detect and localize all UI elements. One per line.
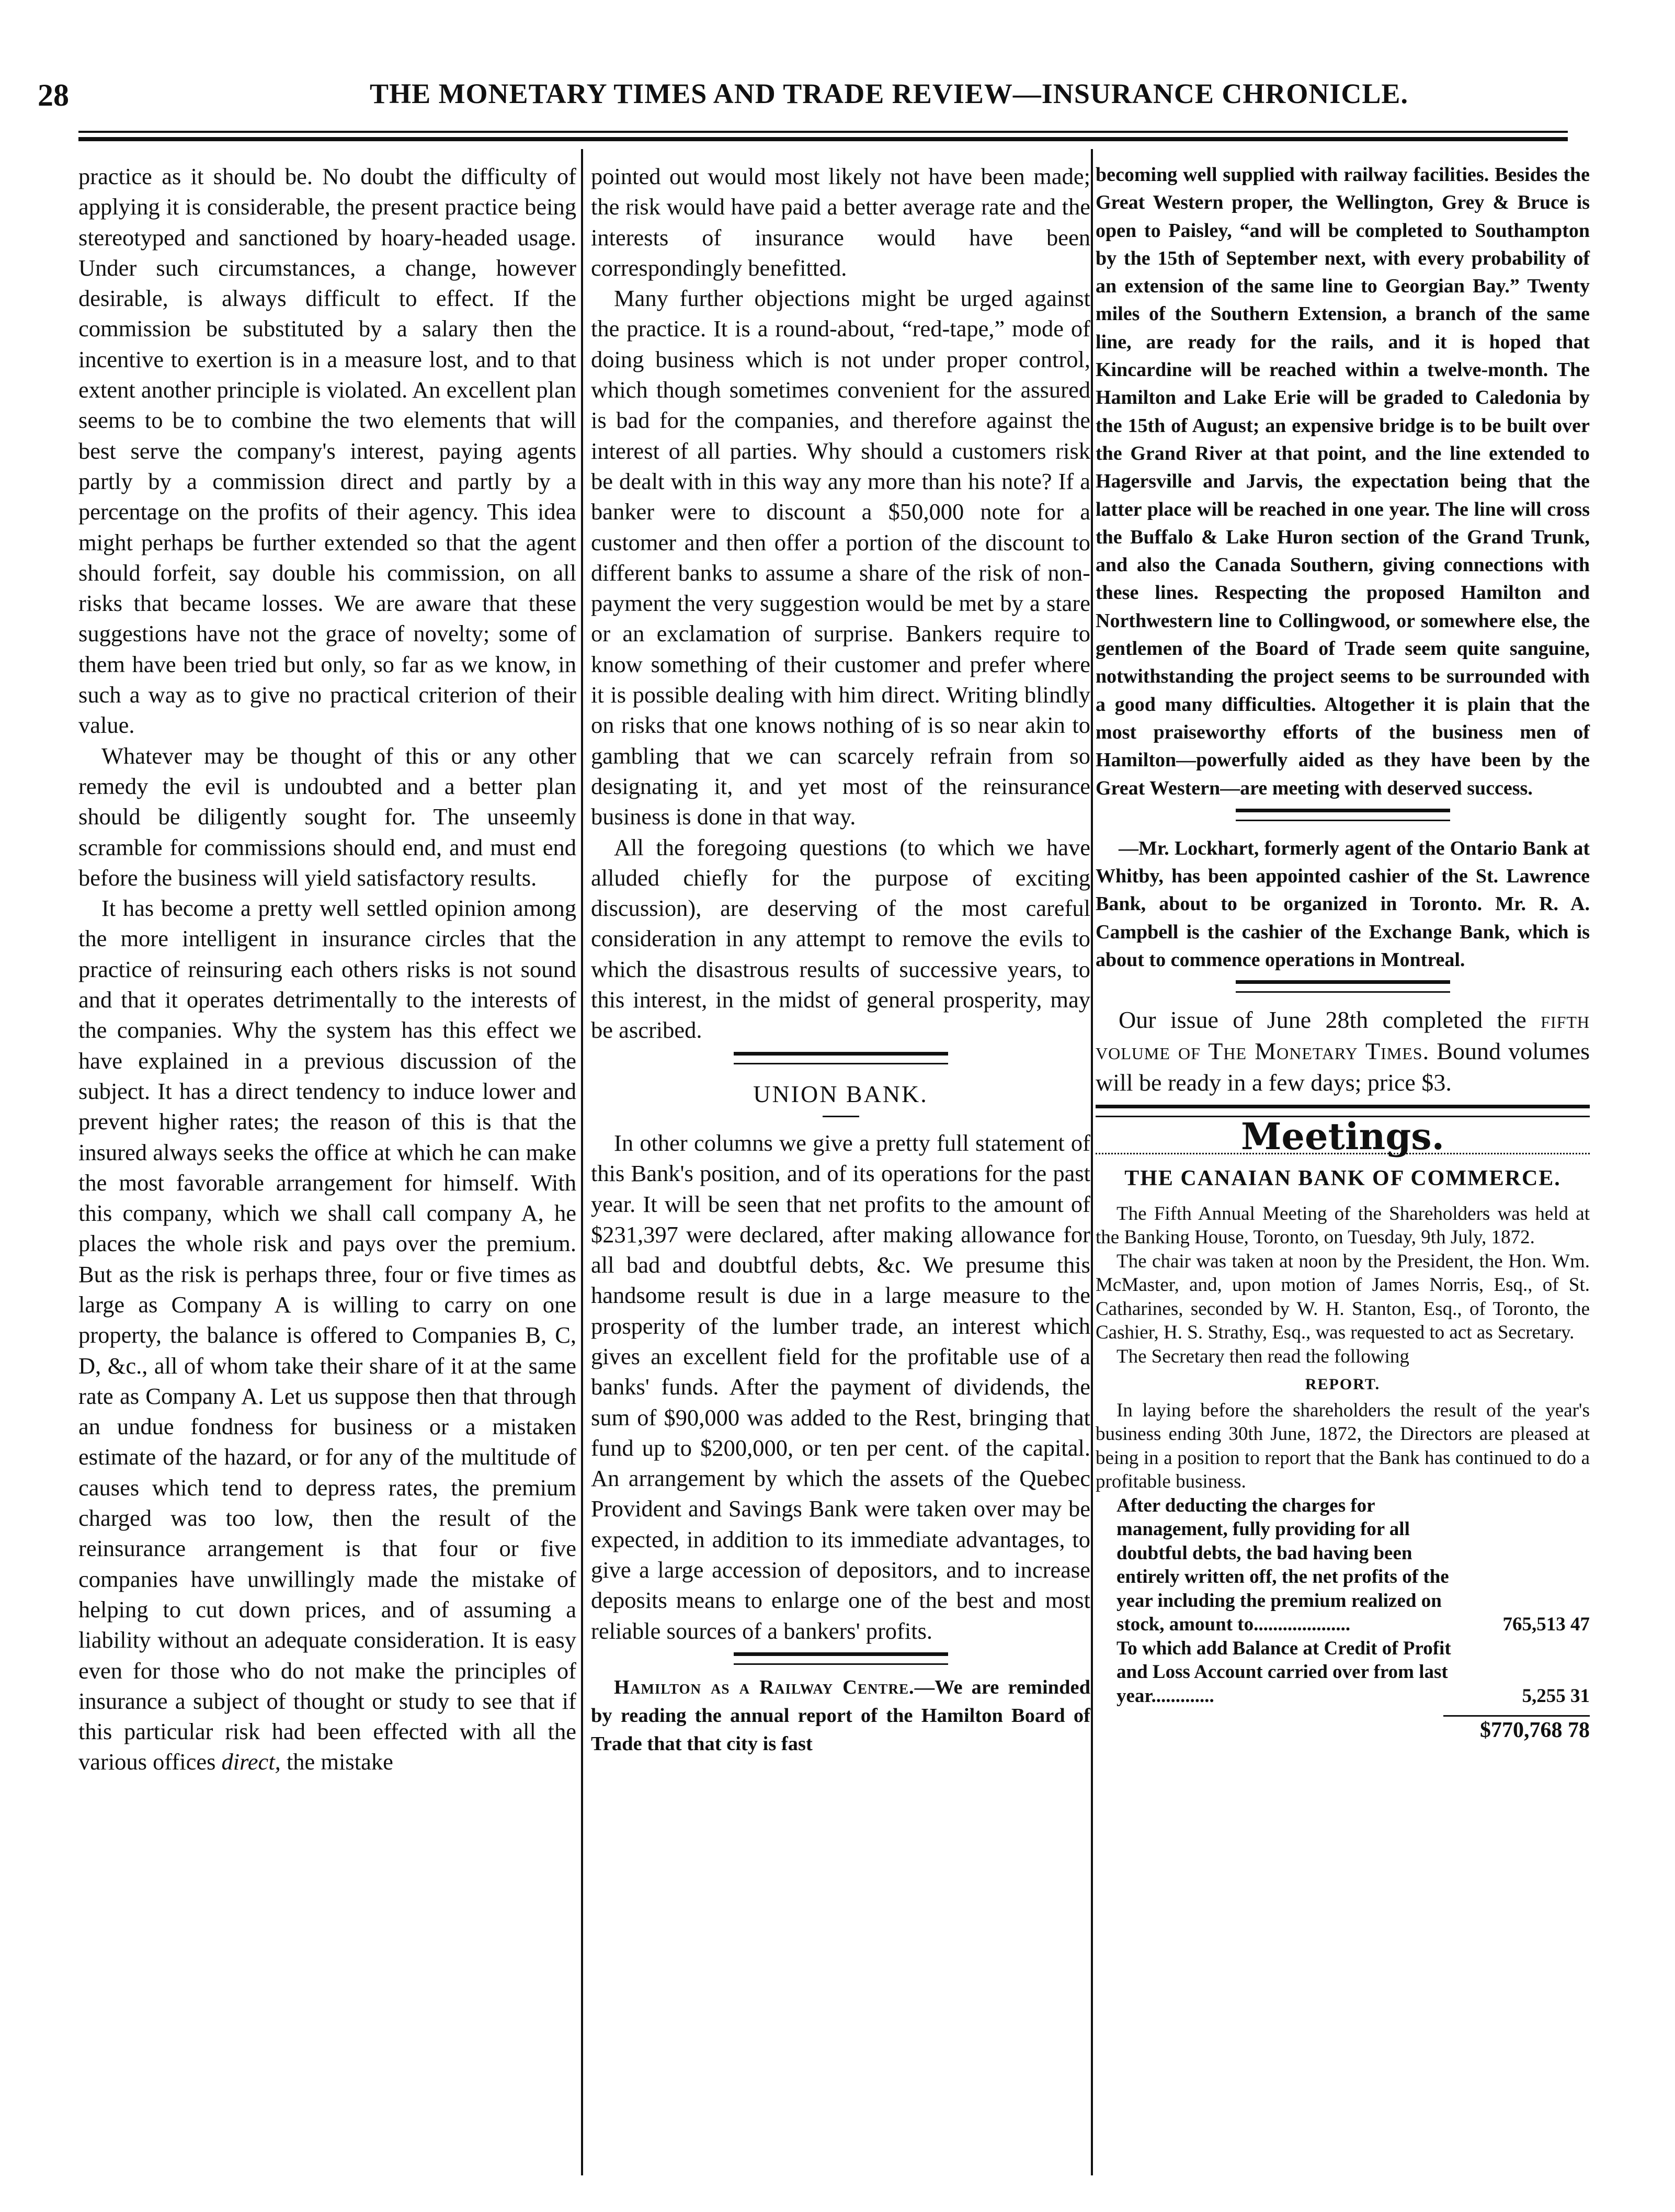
issue-text-b: Bound volumes will be ready in a few days; price $3.: [1096, 1038, 1590, 1096]
bank-commerce-heading: THE CANAIAN BANK OF COMMERCE.: [1124, 1166, 1561, 1190]
col1-paragraph-3-tail: the mistake: [286, 1749, 393, 1775]
running-title: THE MONETARY TIMES AND TRADE REVIEW—INSURANCE CHRONICLE.: [370, 78, 1408, 109]
col1-paragraph-3: [78, 893, 576, 1777]
meetings-heading: Meetings.: [1240, 1115, 1445, 1159]
col2-paragraph-3: All the foregoing questions (to which we have alluded chiefly for the purpose of exciting discussion), are deserving of the most careful consideration in any attempt to remove the evils to which the disastrous results of successive years, to this interest, in the midst of general prosperity, may be ascribed.: [591, 834, 1090, 1043]
union-bank-paragraph: In other columns we give a pretty full statement of this Bank's position, and of its operations for the past year. It will be seen that net profits to the amount of $231,397 were declared, after making allowance for all bad and doubtful debts, &c. We presume this handsome result is due in a large measure to the prosperity of the lumber trade, an interest which gives an excellent field for the profitable use of a banks' funds. After the payment of dividends, the sum of $90,000 was added to the Rest, bringing that fund up to $200,000, or ten per cent. of the capital. An arrangement by which the assets of the Quebec Provident and Savings Bank were taken over may be expected, in addition to its immediate advantages, to give a large accession of depositors, and to increase deposits means to enlarge one of the best and most reliable sources of a bankers' profits.: [591, 1129, 1090, 1644]
account-row: [1096, 1494, 1590, 1637]
header-rule-thin: [78, 131, 1568, 133]
account-statement: [1096, 1494, 1590, 1743]
page-number: 28: [38, 78, 69, 112]
column-divider-1: [581, 149, 583, 2175]
issue-paragraph: [1096, 1004, 1590, 1098]
report-label: REPORT.: [1305, 1376, 1381, 1393]
column-1: [78, 161, 576, 1777]
section-separator: [734, 1052, 948, 1064]
col2-paragraph-2: Many further objections might be urged against the practice. It is a round-about, “red-tape,” mode of doing business which is not under proper control, which though sometimes convenient for the assured is bad for the companies, and therefore against the interest of all parties. Why should a customers risk be dealt with in this way any more than his note? If a banker were to discount a $50,000 note for a customer and then offer a portion of the discount to different banks to assume a share of the risk of non-payment the very suggestion would be met by a stare or an exclamation of surprise. Bankers require to know something of their customer and prefer where it is possible dealing with him direct. Writing blindly on risks that one knows nothing of is so near akin to gambling that we can scarcely refrain from so designating it, and yet most of the reinsurance business is done in that way.: [591, 285, 1090, 830]
column-divider-2: [1091, 149, 1093, 2175]
column-3: [1096, 161, 1590, 1743]
account-row-1-amount: 765,513 47: [1502, 1614, 1590, 1636]
hamilton-lead: Hamilton as a Railway Centre.: [614, 1676, 915, 1698]
col3-paragraph-1: becoming well supplied with railway facilities. Besides the Great Western proper, the Wellington, Grey & Bruce is open to Paisley, “and will be completed to Southampton by the 15th of September next, with every probability of an extension of the same line to Georgian Bay.” Twenty miles of the Southern Extension, a branch of the same line, are ready for the rails, and it is hoped that Kincardine will be reached within a twelve-month. The Hamilton and Lake Erie will be graded to Caledonia by the 15th of August; an expensive bridge is to be built over the Grand River at that point, and the line extended to Hagersville and Jarvis, the expectation being that the latter place will be reached in one year. The line will cross the Buffalo & Lake Huron section of the Grand Trunk, and also the Canada Southern, giving connections with these lines. Respecting the proposed Hamilton and Northwestern line to Collingwood, or somewhere else, the gentlemen of the Board of Trade seem quite sanguine, notwithstanding the project seems to be surrounded with a good many difficulties. Altogether it is plain that the most praiseworthy efforts of the business men of Hamilton—powerfully aided as they have been by the Great Western—are meeting with deserved success.: [1096, 164, 1590, 799]
issue-text-a: Our issue of June 28th completed the: [1119, 1006, 1526, 1034]
meeting-text: [1096, 1202, 1590, 1494]
account-row-2-text: To which add Balance at Credit of Profit and Loss Account carried over from last year.............: [1116, 1637, 1451, 1707]
account-row: [1096, 1637, 1590, 1708]
col1-paragraph-3-italic: direct,: [221, 1749, 281, 1775]
col1-paragraph-2: Whatever may be thought of this or any other remedy the evil is undoubted and a better plan should be diligently sought for. The unseemly scramble for commissions should end, and must end before the business will yield satisfactory results.: [78, 742, 576, 891]
col2-paragraph-1: pointed out would most likely not have been made; the risk would have paid a better average rate and the interests of insurance would have been correspondingly benefitted.: [591, 163, 1090, 281]
account-row-2-amount: 5,255 31: [1522, 1685, 1590, 1707]
section-separator: [734, 1652, 948, 1665]
report-paragraph: In laying before the shareholders the result of the year's business ending 30th June, 1872, the Directors are pleased at being in a position to report that the Bank has continued to do a profitable business.: [1096, 1399, 1590, 1493]
heading-dash: [823, 1116, 859, 1117]
meeting-paragraph-2: The chair was taken at noon by the President, the Hon. Wm. McMaster, and, upon motion of James Norris, Esq., of St. Catharines, seconded by W. H. Stanton, Esq., of Toronto, the Cashier, H. S. Strathy, Esq., was requested to act as Secretary.: [1096, 1250, 1590, 1344]
meeting-paragraph-3: The Secretary then read the following: [1116, 1345, 1409, 1367]
column-2: [591, 161, 1090, 1758]
section-separator: [1236, 980, 1450, 993]
section-separator: [1236, 809, 1450, 821]
hamilton-paragraph: [591, 1673, 1090, 1758]
meeting-paragraph-1: The Fifth Annual Meeting of the Shareholders was held at the Banking House, Toronto, on Tuesday, 9th July, 1872.: [1096, 1203, 1590, 1249]
col1-paragraph-3-text: It has become a pretty well settled opinion among the more intelligent in insurance circles that the practice of reinsuring each others risks is not sound and that it operates detrimentally to the interests of the companies. Why the system has this effect we have explained in a previous discussion of the subject. It has a direct tendency to induce lower and prevent higher rates; the reason of this is that the insured always seeks the office at which he can make the most favorable arrangement for himself. With this company, which we shall call company A, he places the whole risk and pays over the premium. But as the risk is perhaps three, four or five times as large as Company A is willing to carry on one property, the balance is offered to Companies B, C, D, &c., all of whom take their share of it at the same rate as Company A. Let us suppose then that through an undue fondness for business or a mistaken estimate of the hazard, or for any of the multitude of causes which tend to depress rates, the premium charged was too low, then the result of the reinsurance arrangement is that four or five companies have unwillingly made the mistake of helping to cut down prices, and of assuming a liability without an adequate consideration. It is easy even for those who do not make the principles of insurance a subject of thought or study to see that if this particular risk had been effected with all the various offices: [78, 895, 576, 1775]
lockhart-paragraph: —Mr. Lockhart, formerly agent of the Ontario Bank at Whitby, has been appointed cashier of the St. Lawrence Bank, about to be organized in Toronto. Mr. R. A. Campbell is the cashier of the Exchange Bank, which is about to commence operations in Montreal.: [1096, 837, 1590, 971]
issue-text-smallcaps: fifth volume of The Monetary Times.: [1096, 1006, 1590, 1065]
account-total: $770,768 78: [1443, 1715, 1590, 1743]
header-rule-thick: [78, 137, 1568, 141]
hamilton-text: —We are reminded by reading the annual report of the Hamilton Board of Trade that that city is fast: [591, 1676, 1090, 1755]
union-bank-heading: UNION BANK.: [753, 1080, 928, 1107]
col1-paragraph-1: practice as it should be. No doubt the difficulty of applying it is considerable, the present practice being stereotyped and sanctioned by hoary-headed usage. Under such circumstances, a change, however desirable, is always difficult to effect. If the commission be substituted by a salary then the incentive to exertion is in a measure lost, and to that extent another principle is violated. An excellent plan seems to be to combine the two elements that will best serve the company's interest, paying agents partly by a commission direct and partly by a percentage on the profits of their agency. This idea might perhaps be further extended so that the agent should forfeit, say double his commission, on all risks that became losses. We are aware that these suggestions have not the grace of novelty; some of them have been tried but only, so far as we know, in such a way as to give no practical criterion of their value.: [78, 163, 576, 739]
account-row-1-text: After deducting the charges for management, fully providing for all doubtful debts, the bad having been entirely written off, the net profits of the year including the premium realized on stock, amount to....................: [1116, 1494, 1449, 1636]
